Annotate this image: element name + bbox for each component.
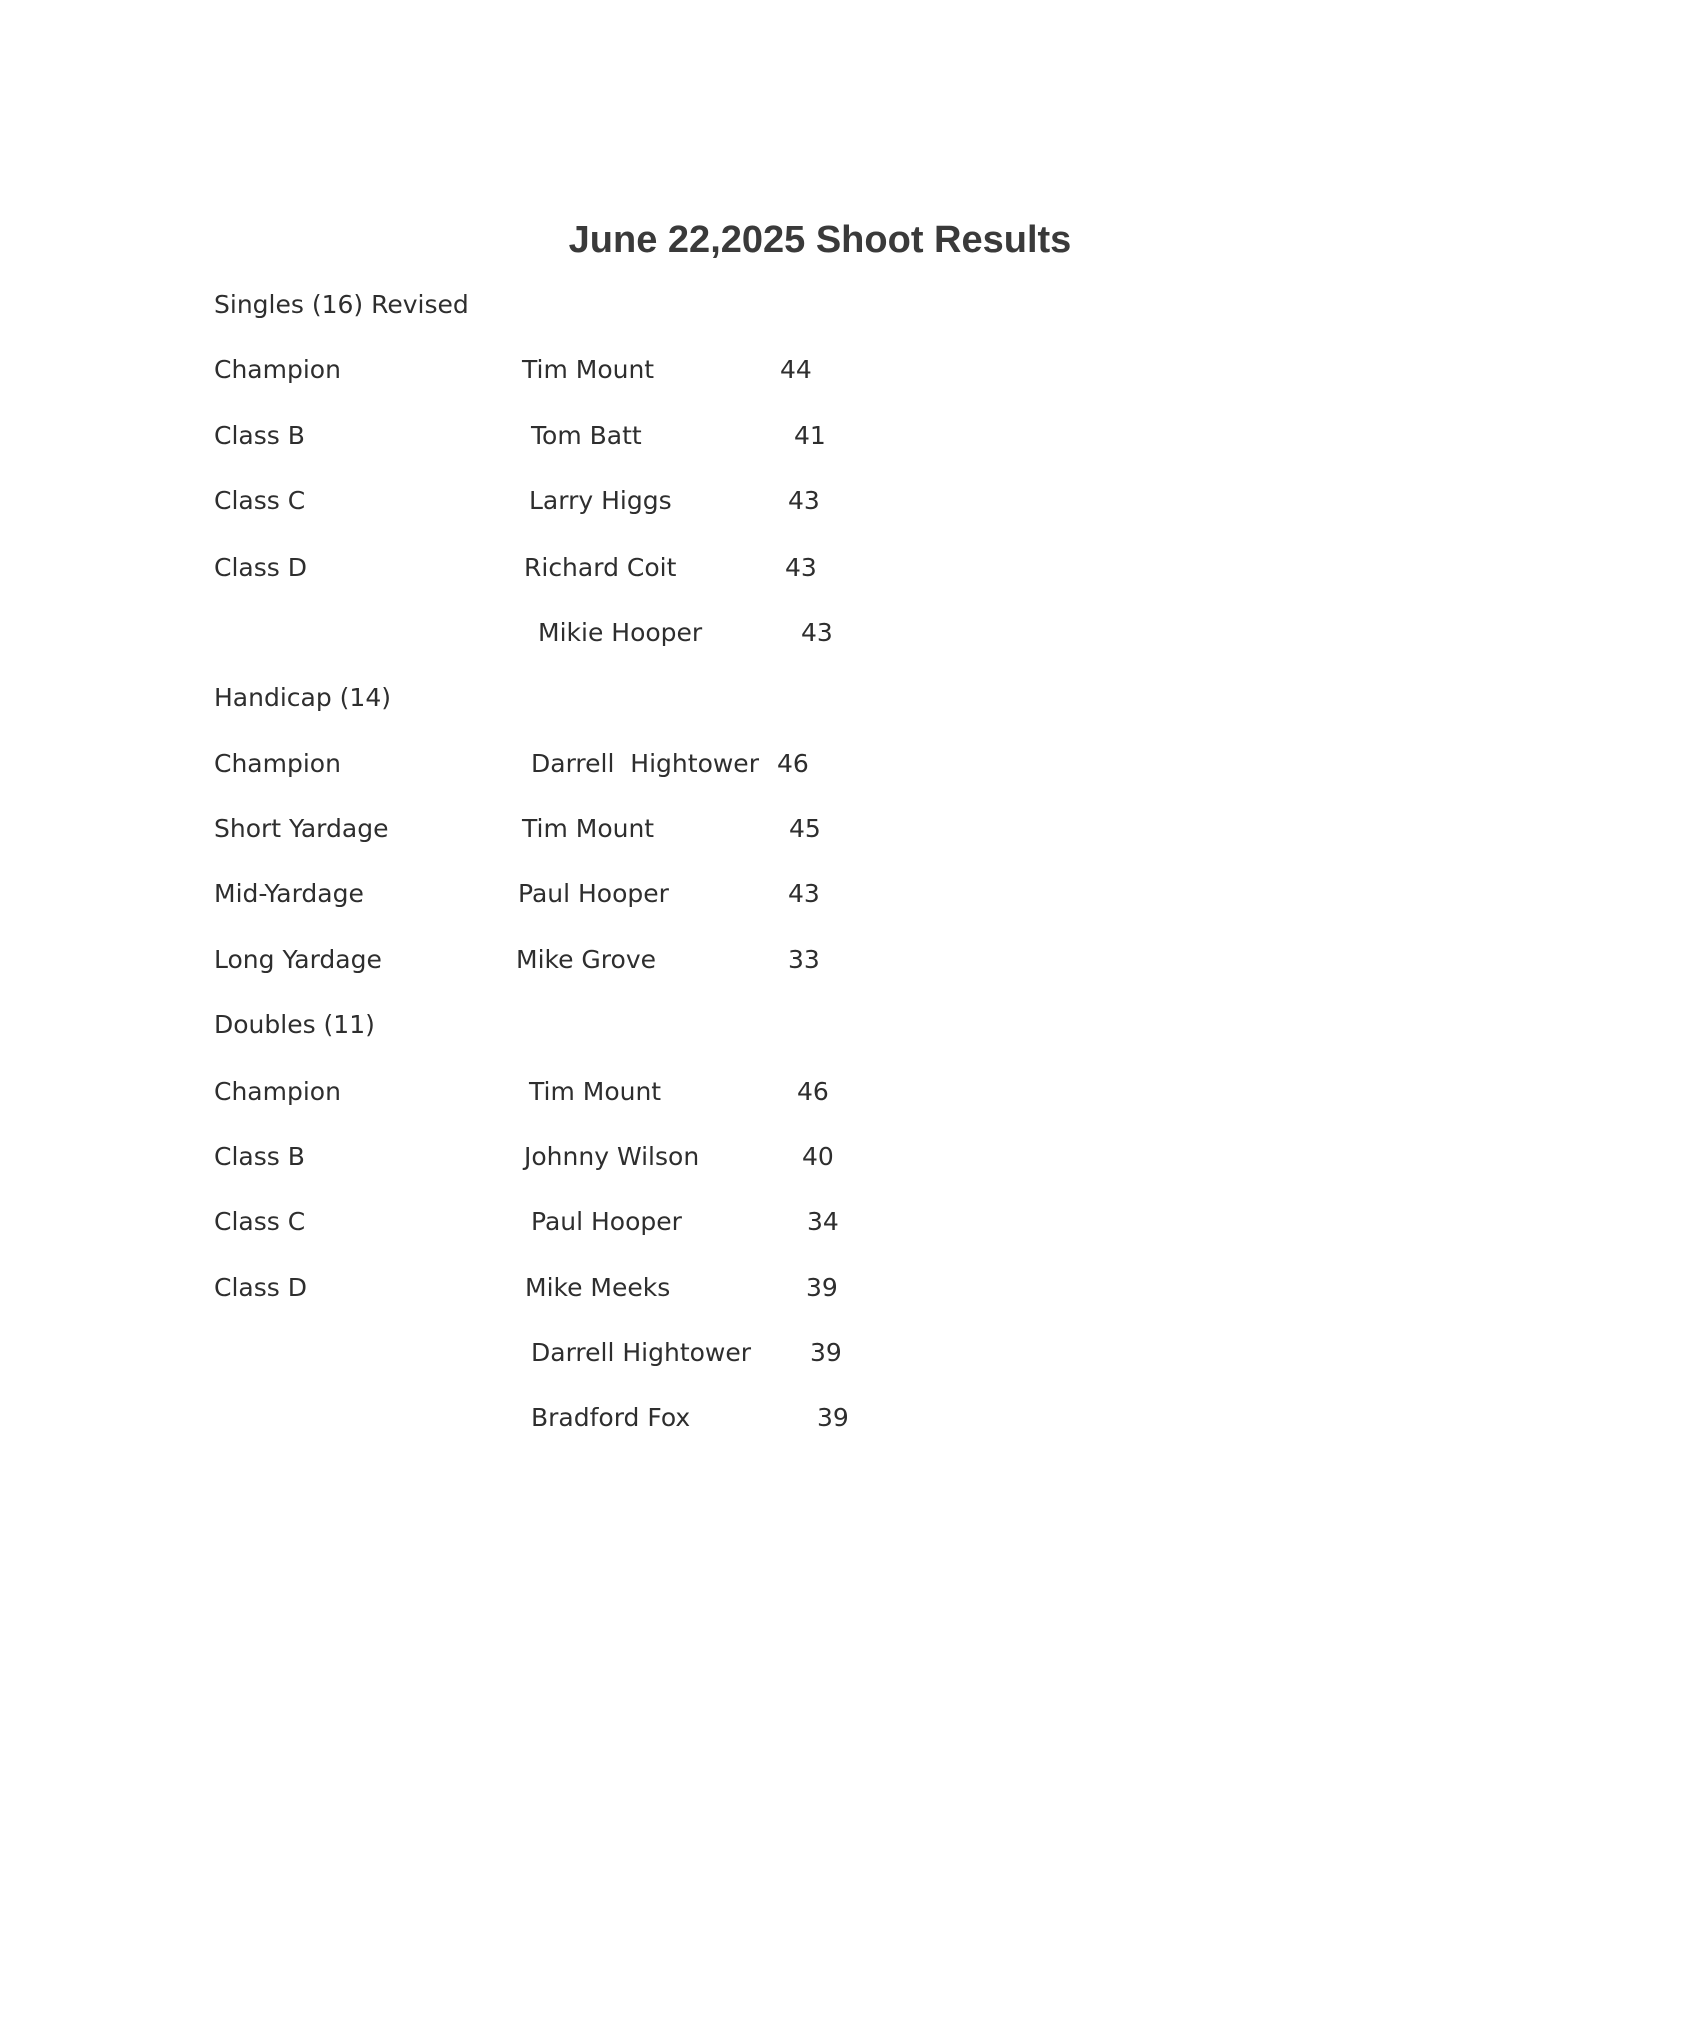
- row-score: 46: [777, 749, 809, 778]
- row-score: 45: [789, 814, 821, 843]
- row-name: Johnny Wilson: [524, 1142, 700, 1171]
- row-name: Paul Hooper: [531, 1207, 682, 1236]
- row-name: Darrell Hightower: [531, 749, 759, 778]
- row-label: Champion: [214, 749, 341, 778]
- section-heading-handicap: Handicap (14): [214, 683, 391, 712]
- row-score: 43: [788, 879, 820, 908]
- row-label: Champion: [214, 355, 341, 384]
- row-score: 39: [810, 1338, 842, 1367]
- row-score: 41: [794, 421, 826, 450]
- row-label: Class B: [214, 1142, 305, 1171]
- row-name: Paul Hooper: [518, 879, 669, 908]
- row-name: Mike Grove: [516, 945, 657, 974]
- row-name: Tim Mount: [522, 814, 655, 843]
- page-title: June 22,2025 Shoot Results: [568, 219, 1072, 261]
- row-score: 40: [802, 1142, 834, 1171]
- row-name: Larry Higgs: [529, 486, 672, 515]
- row-label: Class C: [214, 1207, 306, 1236]
- row-name: Bradford Fox: [531, 1403, 691, 1432]
- row-score: 44: [780, 355, 812, 384]
- row-score: 33: [788, 945, 820, 974]
- row-label: Class C: [214, 486, 306, 515]
- row-name: Richard Coit: [524, 553, 677, 582]
- row-score: 46: [797, 1077, 829, 1106]
- row-name: Tim Mount: [522, 355, 655, 384]
- row-label: Class B: [214, 421, 305, 450]
- row-label: Long Yardage: [214, 945, 382, 974]
- row-name: Tom Batt: [531, 421, 642, 450]
- row-score: 43: [788, 486, 820, 515]
- row-score: 39: [817, 1403, 849, 1432]
- row-score: 43: [785, 553, 817, 582]
- row-score: 34: [807, 1207, 839, 1236]
- section-heading-doubles: Doubles (11): [214, 1010, 375, 1039]
- section-heading-singles: Singles (16) Revised: [214, 290, 469, 319]
- row-name: Darrell Hightower: [531, 1338, 752, 1367]
- row-label: Mid-Yardage: [214, 879, 364, 908]
- row-label: Champion: [214, 1077, 341, 1106]
- row-label: Short Yardage: [214, 814, 389, 843]
- row-score: 43: [801, 618, 833, 647]
- row-label: Class D: [214, 553, 307, 582]
- row-name: Tim Mount: [529, 1077, 662, 1106]
- row-score: 39: [806, 1273, 838, 1302]
- row-label: Class D: [214, 1273, 307, 1302]
- row-name: Mike Meeks: [525, 1273, 671, 1302]
- row-name: Mikie Hooper: [538, 618, 703, 647]
